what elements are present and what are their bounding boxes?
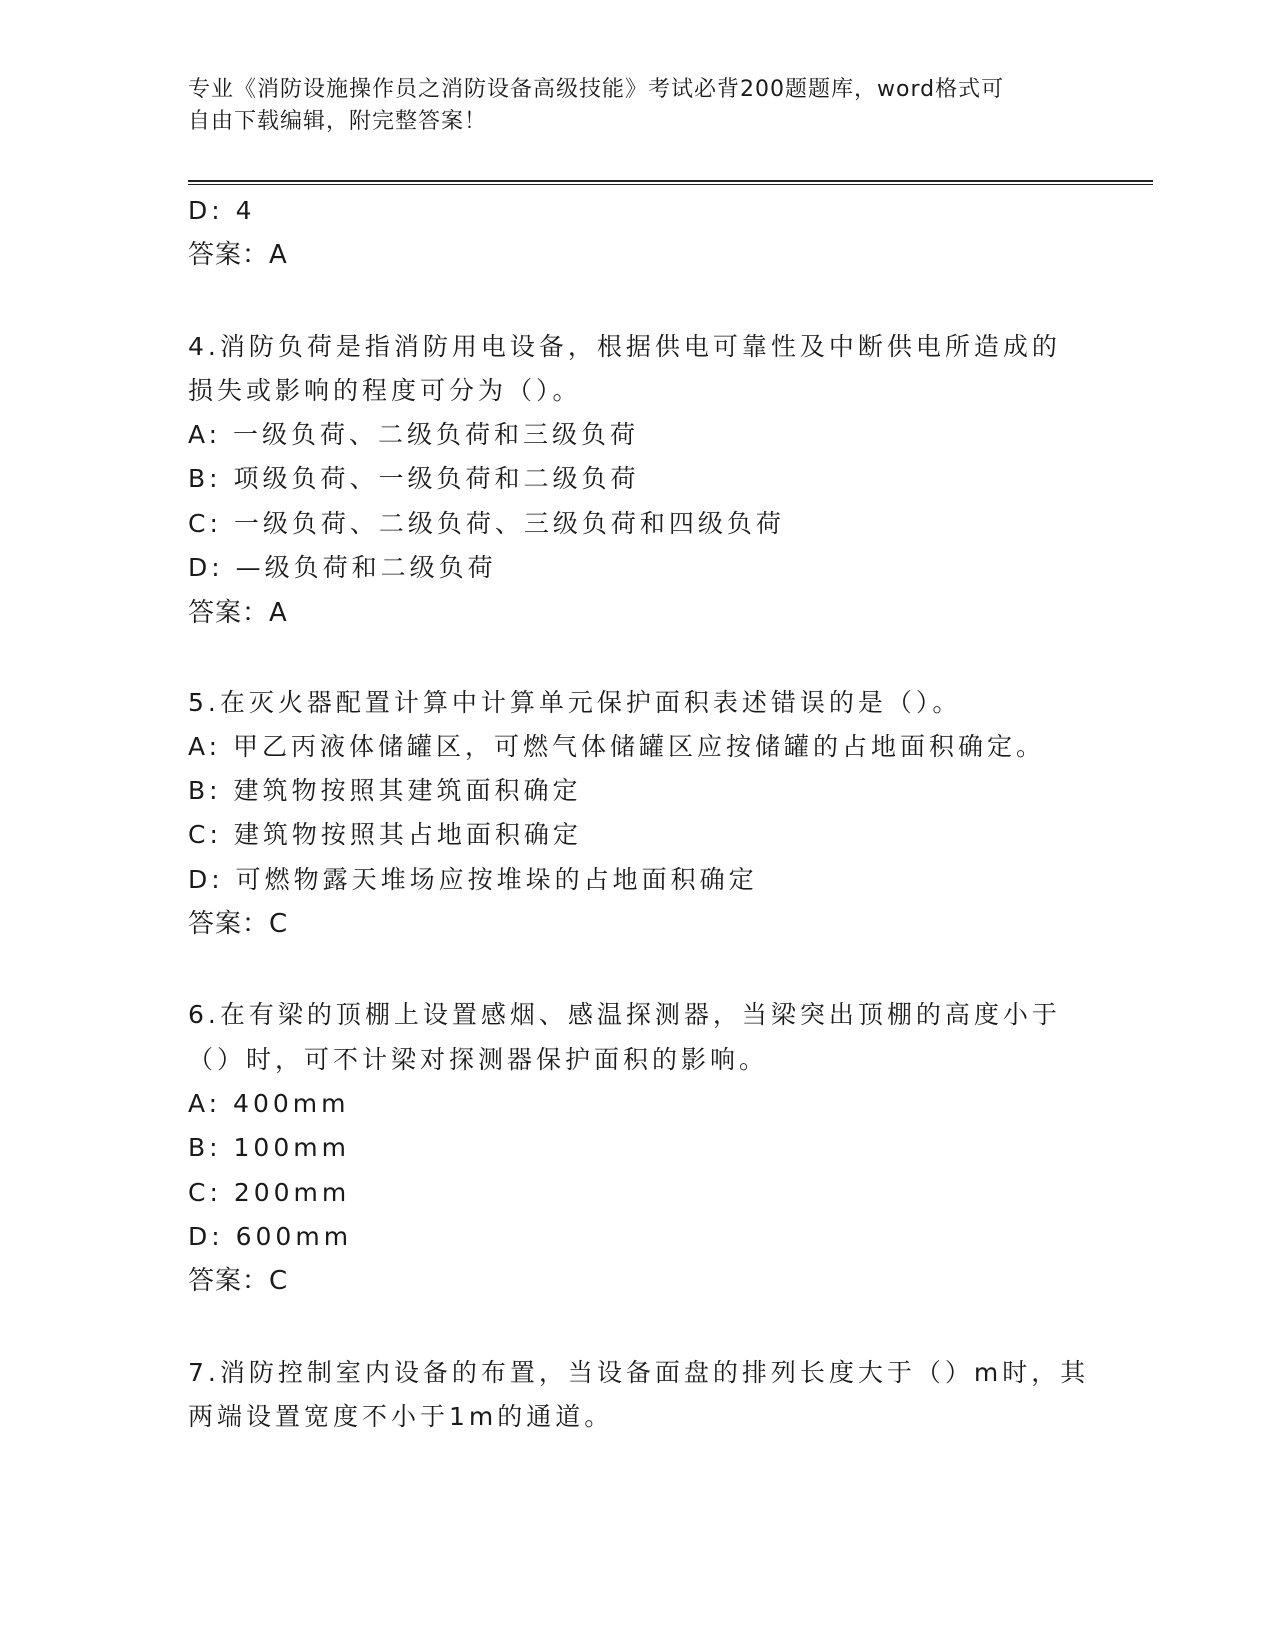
q6-option-a: A: 400mm bbox=[188, 1089, 350, 1118]
q5-option-c: C: 建筑物按照其占地面积确定 bbox=[188, 820, 582, 849]
q6-option-d: D: 600mm bbox=[188, 1222, 353, 1251]
q6-stem-line-2: （）时，可不计梁对探测器保护面积的影响。 bbox=[188, 1045, 769, 1074]
q5-answer: 答案：C bbox=[188, 909, 289, 939]
q4-option-a: A: 一级负荷、二级负荷和三级负荷 bbox=[188, 420, 640, 449]
header-line-1: 专业《消防设施操作员之消防设备高级技能》考试必背200题题库，word格式可 bbox=[188, 77, 1005, 102]
q5-option-b: B: 建筑物按照其建筑面积确定 bbox=[188, 776, 582, 805]
q5-option-d: D: 可燃物露天堆场应按堆垛的占地面积确定 bbox=[188, 865, 758, 894]
header-line-2: 自由下载编辑，附完整答案！ bbox=[188, 109, 488, 134]
q4-option-b: B: 项级负荷、一级负荷和二级负荷 bbox=[188, 464, 640, 493]
q6-answer: 答案：C bbox=[188, 1266, 289, 1296]
q7-stem-line-2: 两端设置宽度不小于1m的通道。 bbox=[188, 1402, 614, 1431]
page-header bbox=[188, 74, 1088, 138]
header-rule-thin bbox=[188, 184, 1153, 185]
q4-stem-line-1: 4.消防负荷是指消防用电设备，根据供电可靠性及中断供电所造成的 bbox=[188, 332, 1061, 361]
q4-option-d: D: —级负荷和二级负荷 bbox=[188, 553, 497, 582]
q4-answer: 答案：A bbox=[188, 598, 288, 628]
q6-stem-line-1: 6.在有梁的顶棚上设置感烟、感温探测器，当梁突出顶棚的高度小于 bbox=[188, 1000, 1061, 1029]
q6-option-c: C: 200mm bbox=[188, 1178, 351, 1207]
header-rule-thick bbox=[188, 180, 1153, 182]
q3-option-d: D: 4 bbox=[188, 196, 256, 225]
q7-stem-line-1: 7.消防控制室内设备的布置，当设备面盘的排列长度大于（）m时，其 bbox=[188, 1358, 1090, 1387]
q6-option-b: B: 100mm bbox=[188, 1133, 350, 1162]
q3-answer: 答案：A bbox=[188, 240, 288, 270]
q5-stem-line-1: 5.在灭火器配置计算中计算单元保护面积表述错误的是（）。 bbox=[188, 688, 962, 717]
q5-option-a: A: 甲乙丙液体储罐区，可燃气体储罐区应按储罐的占地面积确定。 bbox=[188, 732, 1046, 761]
q4-stem-line-2: 损失或影响的程度可分为（）。 bbox=[188, 376, 582, 405]
q4-option-c: C: 一级负荷、二级负荷、三级负荷和四级负荷 bbox=[188, 509, 785, 538]
